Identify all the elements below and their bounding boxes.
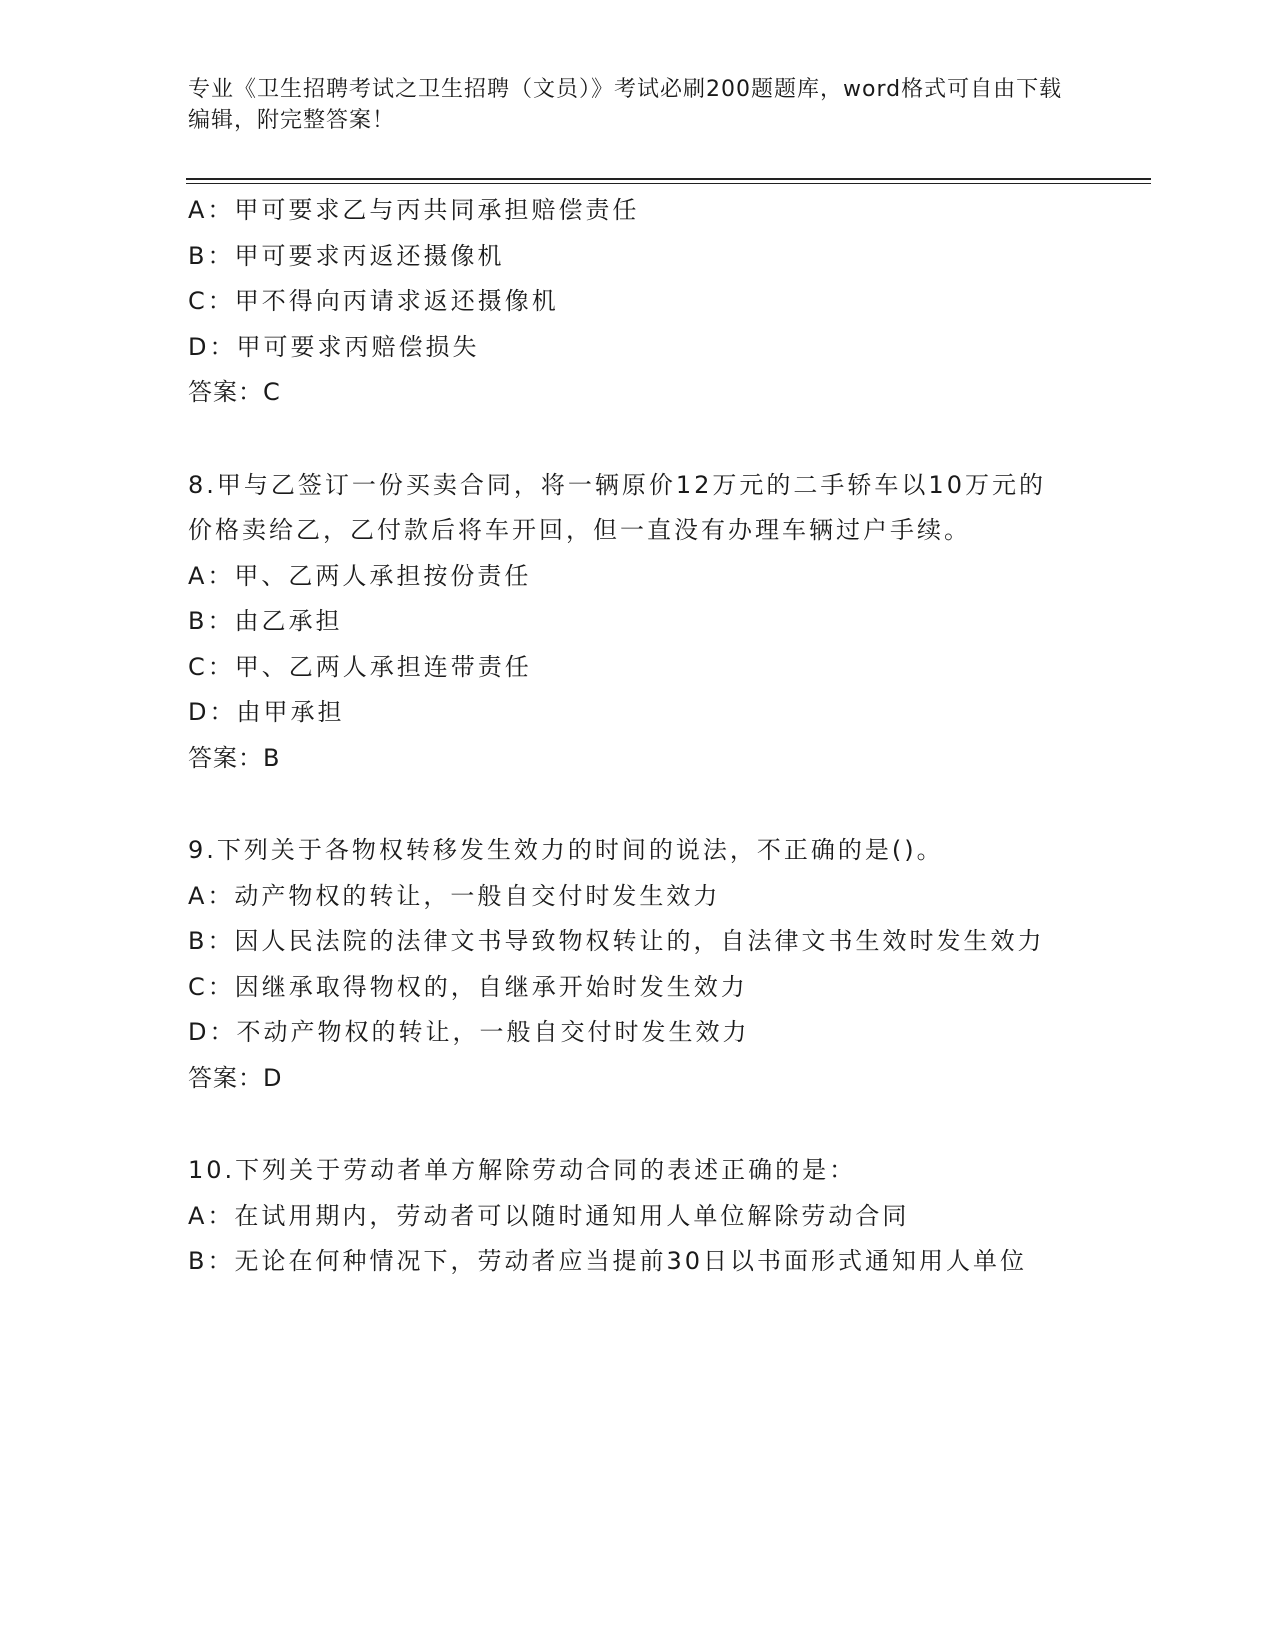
answer: 答案：D bbox=[188, 1063, 283, 1092]
spacer bbox=[188, 1101, 1068, 1148]
question-9-block bbox=[188, 828, 1068, 1101]
option-d: D：不动产物权的转让，一般自交付时发生效力 bbox=[188, 1018, 750, 1046]
option-c: C：甲不得向丙请求返还摄像机 bbox=[188, 287, 559, 315]
option-c: C：因继承取得物权的，自继承开始时发生效力 bbox=[188, 972, 748, 1001]
question-7-block bbox=[188, 188, 1068, 416]
question-8-block bbox=[188, 463, 1068, 782]
question-content bbox=[188, 188, 1068, 1285]
answer: 答案：B bbox=[188, 743, 281, 772]
header-rule-thick bbox=[186, 178, 1151, 180]
page-header: 专业《卫生招聘考试之卫生招聘（文员）》考试必刷200题题库，word格式可自由下载编辑，附完整答案！ bbox=[188, 77, 1063, 133]
answer: 答案：C bbox=[188, 378, 281, 406]
spacer bbox=[188, 416, 1068, 463]
spacer bbox=[188, 781, 1068, 828]
option-d: D：由甲承担 bbox=[188, 698, 345, 726]
header-rule-thin bbox=[186, 183, 1151, 184]
option-a: A：甲、乙两人承担按份责任 bbox=[188, 561, 532, 590]
option-a: A：在试用期内，劳动者可以随时通知用人单位解除劳动合同 bbox=[188, 1201, 910, 1230]
question-text: 8.甲与乙签订一份买卖合同，将一辆原价12万元的二手轿车以10万元的价格卖给乙，乙付款后将车开回，但一直没有办理车辆过户手续。 bbox=[188, 470, 1046, 544]
question-text: 9.下列关于各物权转移发生效力的时间的说法，不正确的是()。 bbox=[188, 836, 944, 864]
option-a: A：动产物权的转让，一般自交付时发生效力 bbox=[188, 881, 721, 910]
option-c: C：甲、乙两人承担连带责任 bbox=[188, 652, 532, 681]
option-a: A：甲可要求乙与丙共同承担赔偿责任 bbox=[188, 196, 640, 224]
option-d: D：甲可要求丙赔偿损失 bbox=[188, 332, 480, 361]
option-b: B：无论在何种情况下，劳动者应当提前30日以书面形式通知用人单位 bbox=[188, 1247, 1028, 1275]
option-b: B：由乙承担 bbox=[188, 607, 343, 635]
question-10-block bbox=[188, 1148, 1068, 1285]
question-text: 10.下列关于劳动者单方解除劳动合同的表述正确的是： bbox=[188, 1156, 857, 1184]
option-b: B：甲可要求丙返还摄像机 bbox=[188, 241, 505, 270]
option-b: B：因人民法院的法律文书导致物权转让的，自法律文书生效时发生效力 bbox=[188, 927, 1045, 955]
